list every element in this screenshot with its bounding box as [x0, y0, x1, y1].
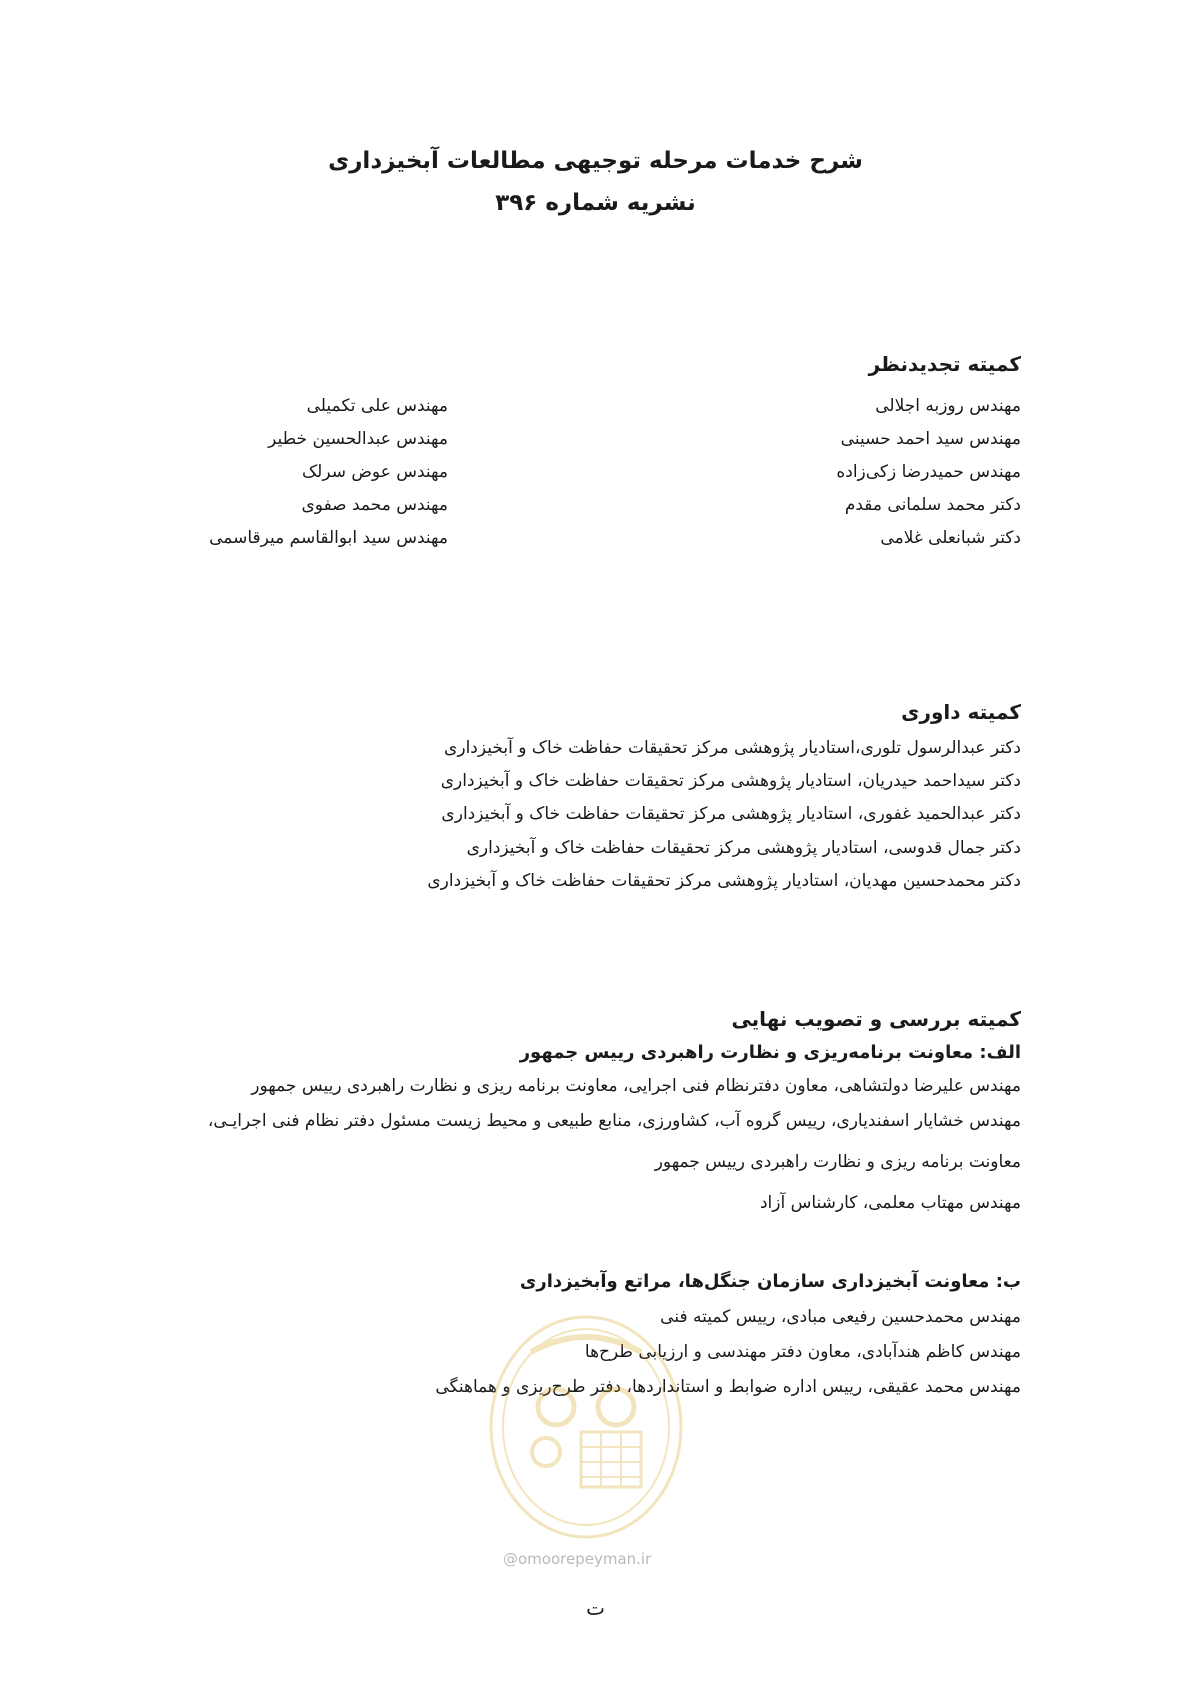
watermark-logo [486, 1312, 686, 1542]
revision-member: مهندس روزبه اجلالی [875, 396, 1021, 416]
review-member: دکتر عبدالحمید غفوری، استادیار پژوهشی مرکز تحقیقات حفاظت خاک و آبخیزداری [441, 804, 1021, 824]
revision-member: مهندس عوض سرلک [301, 462, 448, 482]
revision-member: مهندس عبدالحسین خطیر [268, 429, 448, 449]
revision-member: مهندس محمد صفوی [301, 495, 448, 515]
revision-member: دکتر محمد سلمانی مقدم [844, 495, 1021, 515]
review-member: دکتر محمدحسین مهدیان، استادیار پژوهشی مرکز تحقیقات حفاظت خاک و آبخیزداری [427, 871, 1021, 891]
section-a-line: مهندس مهتاب معلمی، کارشناس آزاد [759, 1193, 1021, 1213]
section-b-line: مهندس کاظم هندآبادی، معاون دفتر مهندسی و ارزیابی طرح‌ها [584, 1342, 1021, 1362]
page-subtitle: نشریه شماره ۳۹۶ [495, 190, 696, 216]
section-a-line: معاونت برنامه ریزی و نظارت راهبردی رییس جمهور [654, 1152, 1021, 1172]
revision-member: مهندس علی تکمیلی [306, 396, 448, 416]
page-title: شرح خدمات مرحله توجیهی مطالعات آبخیزداری [328, 148, 863, 174]
section-b-line: مهندس محمد عقیقی، رییس اداره ضوابط و استانداردها، دفتر طرح‌ریزی و هماهنگی [435, 1377, 1021, 1397]
review-member: دکتر جمال قدوسی، استادیار پژوهشی مرکز تحقیقات حفاظت خاک و آبخیزداری [466, 838, 1021, 858]
revision-committee-heading: کمیته تجدیدنظر [868, 352, 1021, 376]
section-a-line: مهندس خشایار اسفندیاری، رییس گروه آب، کشاورزی، منابع طبیعی و محیط زیست مسئول دفتر نظام فنی اجرایـی، [207, 1111, 1021, 1131]
revision-member: دکتر شبانعلی غلامی [880, 528, 1021, 548]
page-number: ت [586, 1596, 605, 1620]
section-a-line: مهندس علیرضا دولتشاهی، معاون دفترنظام فنی اجرایی، معاونت برنامه ریزی و نظارت راهبردی رییس جمهور [251, 1076, 1021, 1096]
review-member: دکتر سیداحمد حیدریان، استادیار پژوهشی مرکز تحقیقات حفاظت خاک و آبخیزداری [440, 771, 1021, 791]
review-committee-heading: کمیته داوری [901, 700, 1021, 724]
watermark-url: @omoorepeyman.ir [503, 1550, 652, 1568]
section-b-line: مهندس محمدحسین رفیعی مبادی، رییس کمیته فنی [660, 1307, 1021, 1327]
revision-member: مهندس حمیدرضا زکی‌زاده [836, 462, 1021, 482]
revision-member: مهندس سید احمد حسینی [840, 429, 1021, 449]
final-committee-heading: کمیته بررسی و تصویب نهایی [731, 1007, 1021, 1031]
section-a-heading: الف: معاونت برنامه‌ریزی و نظارت راهبردی رییس جمهور [519, 1042, 1021, 1063]
review-member: دکتر عبدالرسول تلوری،استادیار پژوهشی مرکز تحقیقات حفاظت خاک و آبخیزداری [444, 738, 1021, 758]
revision-member: مهندس سید ابوالقاسم میرقاسمی [209, 528, 448, 548]
section-b-heading: ب: معاونت آبخیزداری سازمان جنگل‌ها، مراتع وآبخیزداری [519, 1271, 1021, 1292]
